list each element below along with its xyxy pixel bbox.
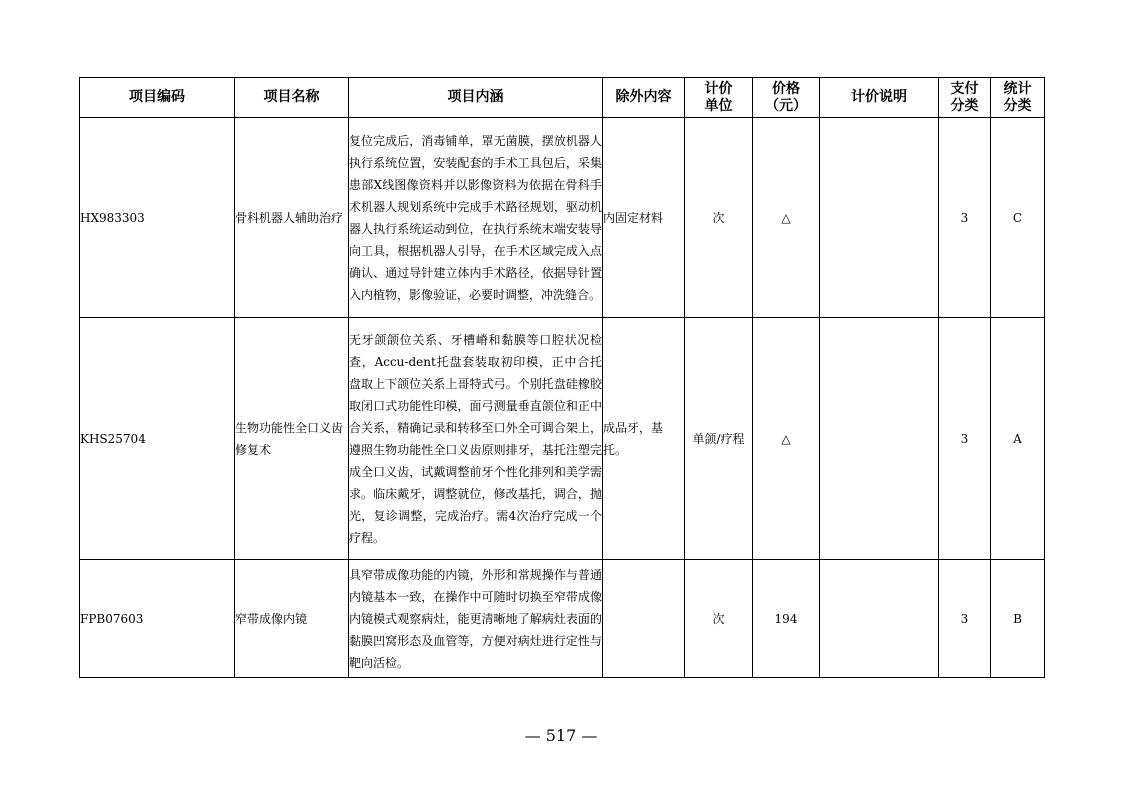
cell-pay: 3	[939, 118, 991, 318]
cell-code: KHS25704	[80, 318, 235, 560]
cell-unit: 次	[685, 560, 753, 678]
header-price-line2: （元）	[765, 97, 807, 114]
price-table	[79, 77, 1045, 678]
cell-note	[820, 118, 939, 318]
cell-price: △	[753, 118, 820, 318]
header-code: 项目编码	[80, 78, 235, 118]
cell-price: 194	[753, 560, 820, 678]
cell-content: 具窄带成像功能的内镜，外形和常规操作与普通内镜基本一致，在操作中可随时切换至窄带成像内镜模式观察病灶，能更清晰地了解病灶表面的黏膜凹窝形态及血管等，方便对病灶进行定性与靶向活检。	[349, 560, 603, 678]
cell-exclusion: 内固定材料	[603, 118, 685, 318]
header-stat-line2: 分类	[1003, 97, 1032, 114]
table-row	[80, 118, 1045, 318]
cell-exclusion	[603, 560, 685, 678]
cell-stat: A	[991, 318, 1045, 560]
page-number: — 517 —	[524, 726, 598, 745]
cell-name: 生物功能性全口义齿修复术	[235, 318, 349, 560]
header-row	[80, 78, 1045, 118]
cell-code: HX983303	[80, 118, 235, 318]
cell-stat: B	[991, 560, 1045, 678]
table-row	[80, 560, 1045, 678]
cell-content: 无牙颌颌位关系、牙槽嵴和黏膜等口腔状况检查，Accu-dent托盘套装取初印模，正中合托盘取上下颌位关系上哥特式弓。个别托盘硅橡胶取闭口式功能性印模，面弓测量垂直颌位和正中合关系，精确记录和转移至口外全可调合架上，遵照生物功能性全口义齿原则排牙，基托注塑完成全口义齿，试戴调整前牙个性化排列和美学需求。临床戴牙，调整就位，修改基托，调合，抛光，复诊调整，完成治疗。需4次治疗完成一个疗程。	[349, 318, 603, 560]
cell-exclusion: 成品牙，基托。	[603, 318, 685, 560]
header-price	[753, 78, 820, 118]
cell-unit: 单颌/疗程	[685, 318, 753, 560]
header-unit-line2: 单位	[704, 97, 733, 114]
header-price-line1: 价格	[772, 80, 800, 97]
cell-note	[820, 318, 939, 560]
cell-content: 复位完成后，消毒铺单，罩无菌膜，摆放机器人执行系统位置，安装配套的手术工具包后，采集患部X线图像资料并以影像资料为依据在骨科手术机器人规划系统中完成手术路径规划，驱动机器人执行系统运动到位，在执行系统末端安装导向工具，根据机器人引导，在手术区域完成入点确认、通过导针建立体内手术路径，依据导针置入内植物，影像验证，必要时调整，冲洗缝合。	[349, 118, 603, 318]
header-pay	[939, 78, 991, 118]
header-note: 计价说明	[820, 78, 939, 118]
cell-pay: 3	[939, 560, 991, 678]
header-exclusion: 除外内容	[603, 78, 685, 118]
header-content: 项目内涵	[349, 78, 603, 118]
header-unit-line1: 计价	[704, 80, 733, 97]
cell-name: 窄带成像内镜	[235, 560, 349, 678]
cell-stat: C	[991, 118, 1045, 318]
cell-pay: 3	[939, 318, 991, 560]
header-pay-line2: 分类	[950, 97, 979, 114]
cell-price: △	[753, 318, 820, 560]
cell-name: 骨科机器人辅助治疗	[235, 118, 349, 318]
cell-code: FPB07603	[80, 560, 235, 678]
cell-unit: 次	[685, 118, 753, 318]
table-row	[80, 318, 1045, 560]
header-name: 项目名称	[235, 78, 349, 118]
header-stat-line1: 统计	[1003, 80, 1032, 97]
cell-note	[820, 560, 939, 678]
header-stat	[991, 78, 1045, 118]
header-unit	[685, 78, 753, 118]
header-pay-line1: 支付	[950, 80, 979, 97]
